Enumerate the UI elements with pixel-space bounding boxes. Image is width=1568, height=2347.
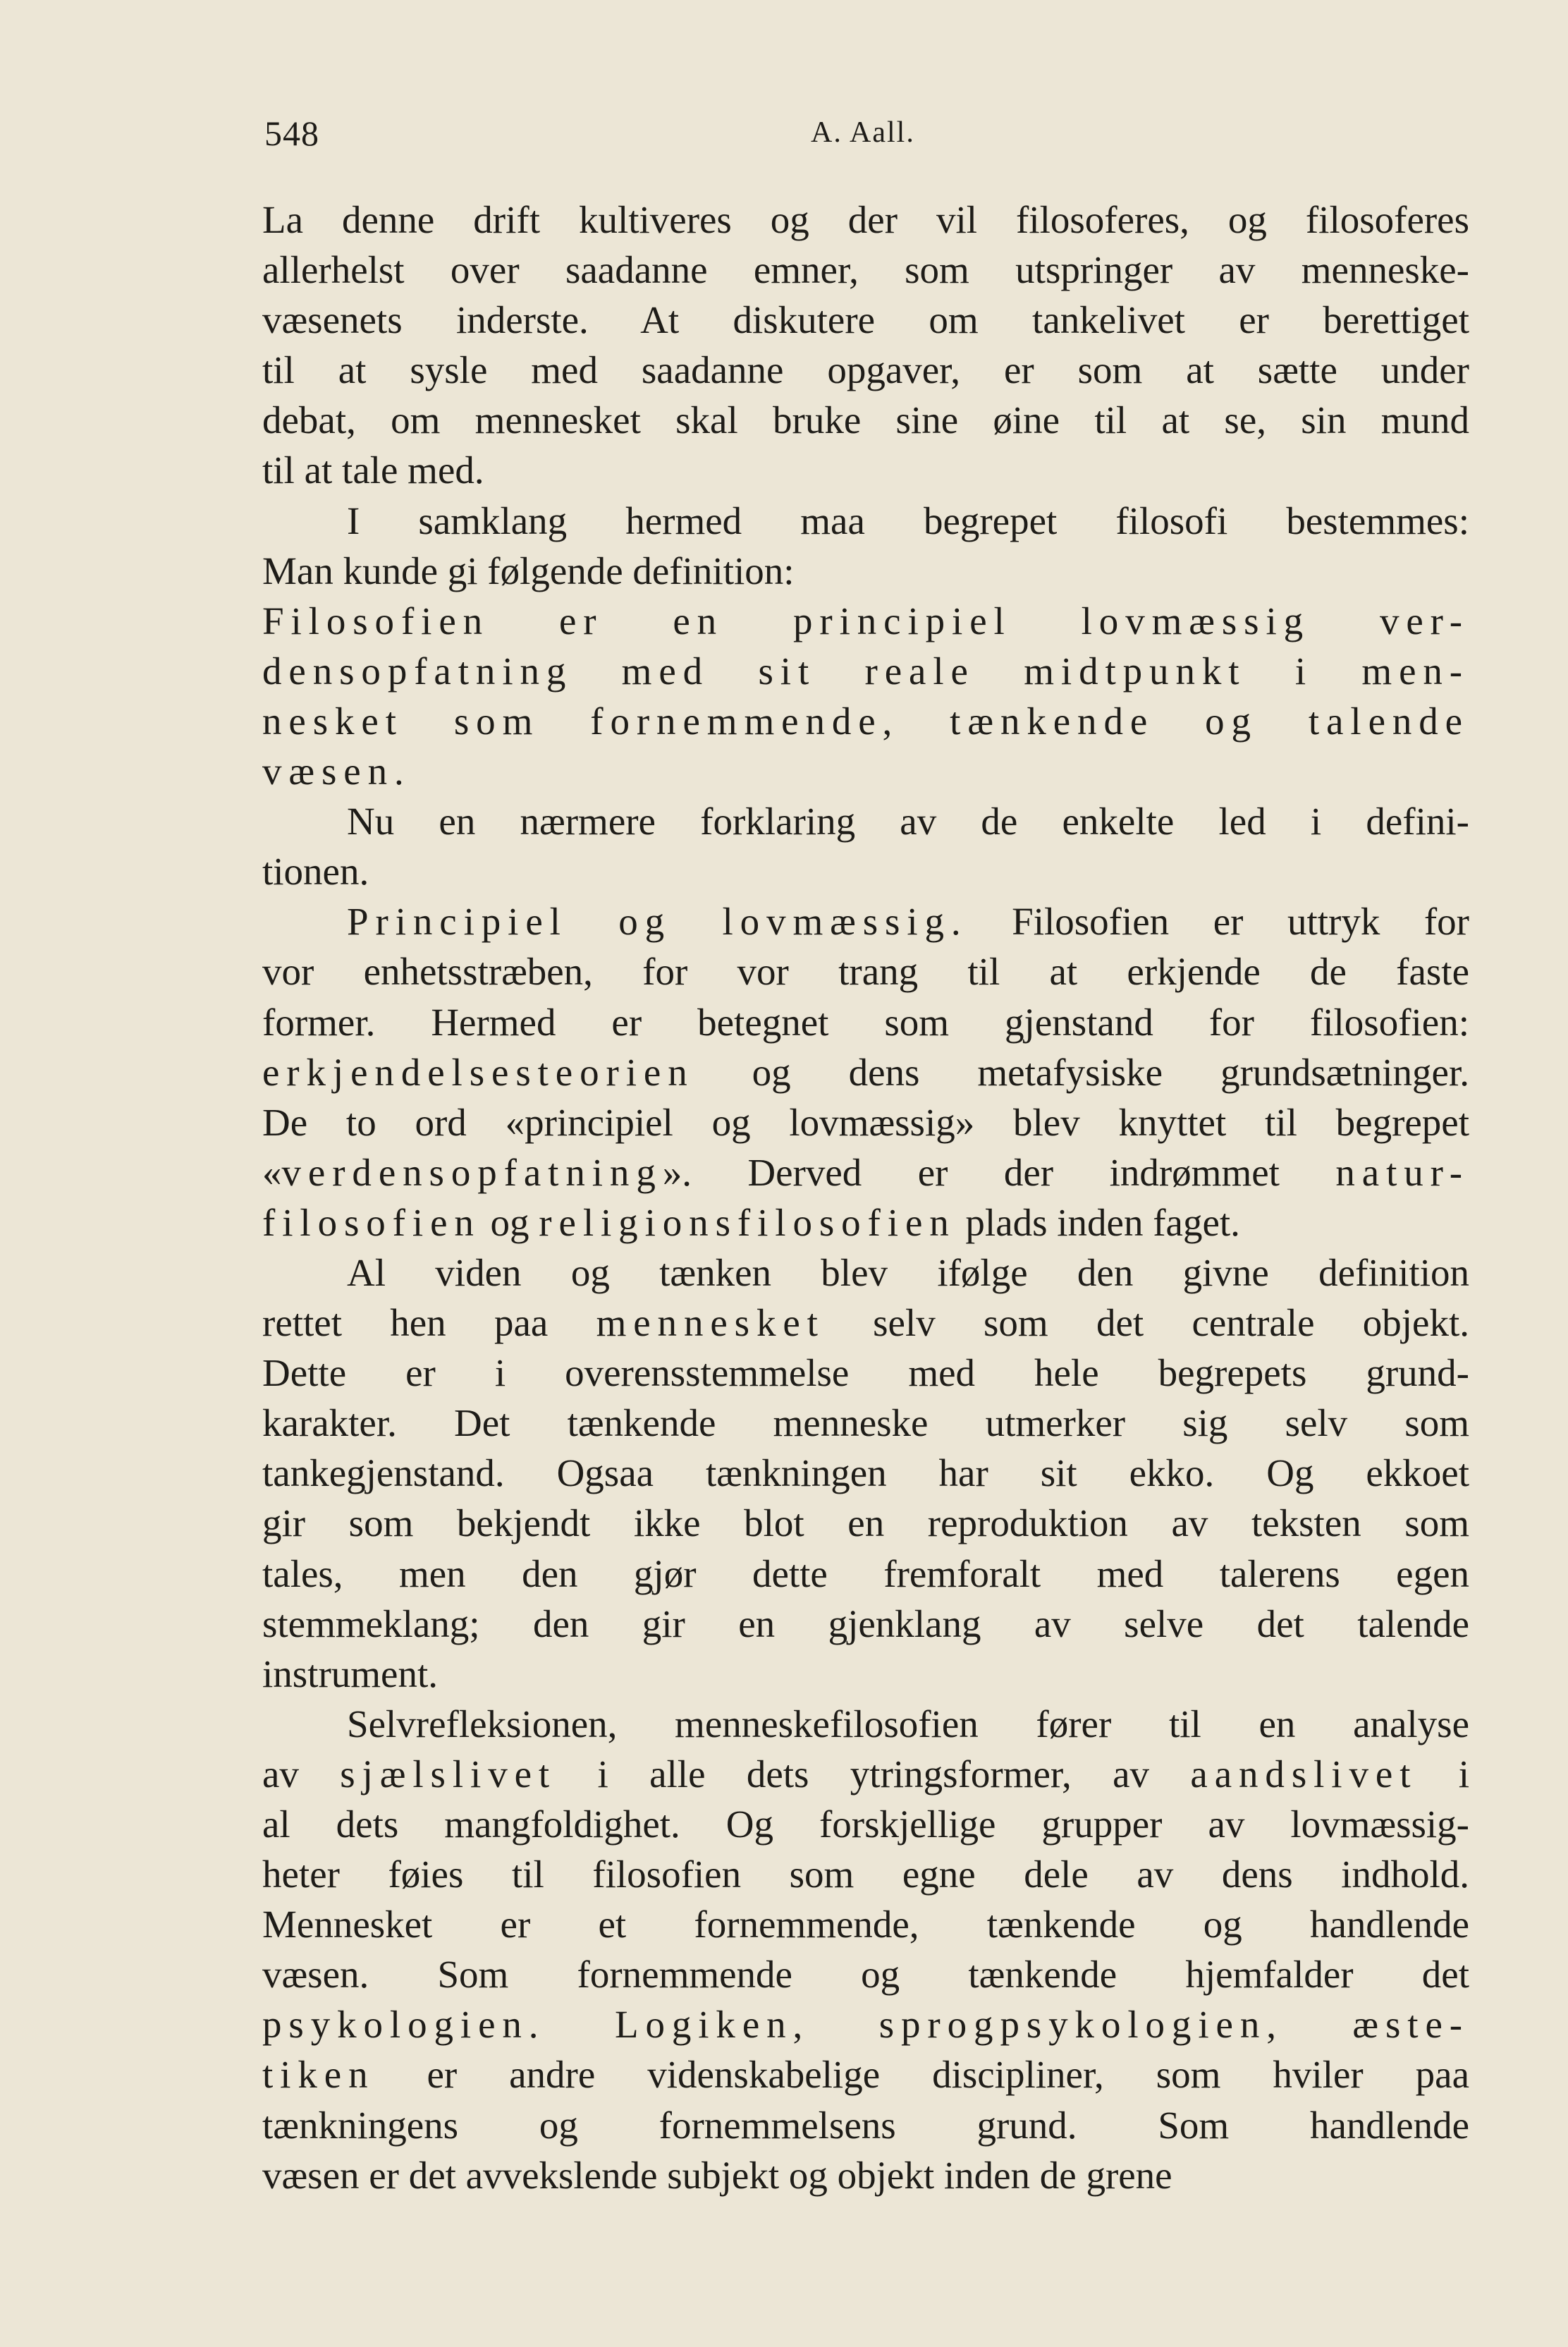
- spaced-emphasis: verdensopfatning: [281, 1150, 663, 1194]
- spaced-emphasis: aandslivet: [1190, 1752, 1418, 1796]
- text-line: [262, 1097, 1469, 1147]
- spaced-emphasis: densopfatning med sit reale midtpunkt i men-: [262, 649, 1469, 693]
- text-line: [262, 1949, 1469, 1999]
- text-line: [262, 1699, 1469, 1749]
- text-line: [262, 846, 1469, 896]
- text-segment: .: [528, 2003, 615, 2047]
- text-line: [262, 2100, 1469, 2150]
- text-segment: ». Derved er der indrømmet: [662, 1150, 1336, 1194]
- text-line: [262, 1549, 1469, 1599]
- text-line: [262, 696, 1469, 746]
- text-line: [262, 1197, 1469, 1248]
- text-segment: I samklang hermed maa begrepet filosofi bestemmes:: [347, 499, 1469, 542]
- text-segment: allerhelst over saadanne emner, som utspringer av menneske-: [262, 248, 1469, 292]
- text-line: [262, 1448, 1469, 1498]
- text-line: [262, 1248, 1469, 1298]
- text-line: [262, 1498, 1469, 1548]
- running-title: A. Aall.: [811, 116, 915, 149]
- text-segment: tankegjenstand. Ogsaa tænkningen har sit ekko. Og ekkoet: [262, 1451, 1469, 1495]
- spaced-emphasis: Principiel og lovmæssig.: [347, 900, 968, 944]
- text-line: [262, 546, 1469, 596]
- spaced-emphasis: mennesket: [596, 1301, 825, 1345]
- text-segment: Filosofien er uttryk for: [967, 900, 1469, 944]
- text-segment: vor enhetsstræben, for vor trang til at erkjende de faste: [262, 950, 1469, 994]
- text-segment: karakter. Det tænkende menneske utmerker sig selv som: [262, 1401, 1469, 1445]
- text-segment: Al viden og tænken blev ifølge den givne definition: [347, 1250, 1469, 1294]
- text-segment: tionen.: [262, 850, 369, 894]
- text-segment: og: [480, 1200, 539, 1244]
- text-segment: Selvrefleksionen, menneskefilosofien fører til en analyse: [347, 1702, 1469, 1745]
- running-head: [264, 113, 1469, 169]
- spaced-emphasis: filosofien: [262, 1200, 481, 1244]
- text-line: [262, 1348, 1469, 1398]
- text-segment: rettet hen paa: [262, 1301, 596, 1345]
- spaced-emphasis: Filosofien er en principiel lovmæssig ver-: [262, 599, 1469, 642]
- text-line: [262, 646, 1469, 696]
- spaced-emphasis: erkjendelsesteorien: [262, 1050, 694, 1094]
- text-segment: selv som det centrale objekt.: [824, 1301, 1469, 1345]
- text-line: [262, 1899, 1469, 1949]
- page-number: 548: [264, 114, 319, 153]
- text-segment: Nu en nærmere forklaring av de enkelte led i defini-: [347, 800, 1469, 843]
- spaced-emphasis: væsen.: [262, 750, 411, 793]
- text-segment: er andre videnskabelige discipliner, som hviler paa: [374, 2053, 1469, 2097]
- spaced-emphasis: æste-: [1352, 2003, 1469, 2047]
- text-segment: tales, men den gjør dette fremforalt med talerens egen: [262, 1552, 1469, 1595]
- text-segment: De to ord «principiel og lovmæssig» blev knyttet til begrepet: [262, 1100, 1469, 1144]
- text-segment: væsen. Som fornemmende og tænkende hjemfalder det: [262, 1953, 1469, 1997]
- text-line: [262, 496, 1469, 546]
- spaced-emphasis: nesket som fornemmende, tænkende og talende: [262, 699, 1469, 743]
- text-segment: La denne drift kultiveres og der vil filosoferes, og filosoferes: [262, 198, 1469, 241]
- text-segment: til at tale med.: [262, 449, 484, 492]
- spaced-emphasis: Logiken: [614, 2003, 793, 2047]
- text-line: [262, 596, 1469, 646]
- text-line: [262, 295, 1469, 345]
- text-segment: stemmeklang; den gir en gjenklang av selve det talende: [262, 1602, 1469, 1645]
- text-segment: og dens metafysiske grundsætninger.: [694, 1050, 1469, 1094]
- text-line: [262, 1599, 1469, 1649]
- text-segment: tænkningens og fornemmelsens grund. Som handlende: [262, 2103, 1469, 2147]
- text-line: [262, 245, 1469, 295]
- text-segment: ,: [1266, 2003, 1353, 2047]
- spaced-emphasis: psykologien: [262, 2003, 529, 2047]
- text-segment: væsen er det avvekslende subjekt og objekt inden de grene: [262, 2153, 1172, 2197]
- text-line: [262, 746, 1469, 796]
- text-line: [262, 796, 1469, 846]
- text-line: [262, 195, 1469, 245]
- text-segment: Dette er i overensstemmelse med hele begrepets grund-: [262, 1351, 1469, 1395]
- text-segment: «: [262, 1150, 282, 1194]
- text-segment: av: [262, 1752, 341, 1796]
- text-segment: i alle dets ytringsformer, av: [556, 1752, 1191, 1796]
- text-segment: Man kunde gi følgende definition:: [262, 549, 795, 592]
- spaced-emphasis: sprogpsykologien: [878, 2003, 1267, 2047]
- text-segment: væsenets inderste. At diskutere om tankelivet er berettiget: [262, 298, 1469, 342]
- text-line: [262, 1999, 1469, 2049]
- text-line: [262, 345, 1469, 395]
- text-line: [262, 1047, 1469, 1097]
- text-segment: al dets mangfoldighet. Og forskjellige grupper av lovmæssig-: [262, 1803, 1469, 1846]
- text-line: [262, 1849, 1469, 1899]
- text-line: [262, 2049, 1469, 2099]
- spaced-emphasis: religionsfilosofien: [539, 1200, 956, 1244]
- text-segment: i: [1417, 1752, 1470, 1796]
- text-line: [262, 1649, 1469, 1699]
- text-segment: former. Hermed er betegnet som gjenstand for filosofien:: [262, 1000, 1469, 1044]
- spaced-emphasis: tiken: [262, 2053, 375, 2097]
- body-text: [262, 195, 1469, 2200]
- text-line: [262, 445, 1469, 495]
- text-segment: ,: [792, 2003, 879, 2047]
- text-line: [262, 1398, 1469, 1448]
- spaced-emphasis: natur-: [1335, 1150, 1469, 1194]
- text-segment: instrument.: [262, 1652, 439, 1695]
- text-segment: Mennesket er et fornemmende, tænkende og handlende: [262, 1903, 1469, 1946]
- text-line: [262, 395, 1469, 445]
- text-line: [262, 1298, 1469, 1348]
- text-line: [262, 1799, 1469, 1849]
- text-line: [262, 946, 1469, 996]
- text-segment: heter føies til filosofien som egne dele av dens indhold.: [262, 1853, 1469, 1896]
- text-line: [262, 1147, 1469, 1197]
- text-line: [262, 1749, 1469, 1799]
- text-line: [262, 896, 1469, 946]
- text-line: [262, 997, 1469, 1047]
- text-line: [262, 2150, 1469, 2200]
- spaced-emphasis: sjælslivet: [340, 1752, 557, 1796]
- text-segment: plads inden faget.: [955, 1200, 1240, 1244]
- text-segment: til at sysle med saadanne opgaver, er som at sætte under: [262, 348, 1469, 392]
- text-segment: gir som bekjendt ikke blot en reproduktion av teksten som: [262, 1501, 1469, 1545]
- text-segment: debat, om mennesket skal bruke sine øine til at se, sin mund: [262, 398, 1469, 442]
